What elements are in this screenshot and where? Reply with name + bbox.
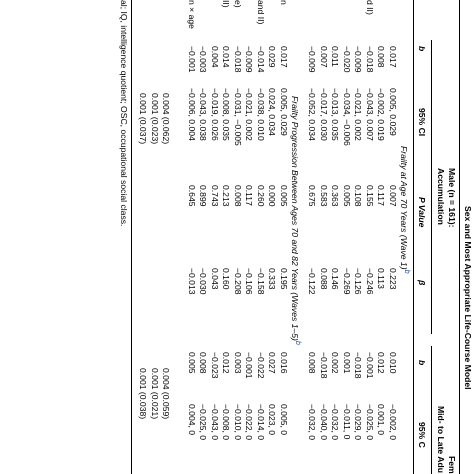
column-header-male-p: P Value <box>417 197 427 228</box>
female-ci-value: −0.008, 0 <box>221 404 232 441</box>
female-ci-value: −0.002, 0 <box>388 404 398 441</box>
male-beta-value: −0.246 <box>365 268 375 295</box>
female-ci-value: −0.011, 0 <box>342 404 352 440</box>
male-beta-value: 0.146 <box>330 268 341 290</box>
female-ci-value: −0.029, 0 <box>353 404 364 441</box>
column-header-rule <box>413 0 414 474</box>
male-b-value: −0.014 <box>256 46 266 73</box>
female-b-value: 0.008 <box>307 352 318 374</box>
female-b-value: −0.018 <box>353 352 364 379</box>
row-label: n <box>279 0 289 5</box>
male-beta-value: −0.013 <box>187 268 197 295</box>
male-p-value: 0.213 <box>221 185 232 207</box>
section-heading <box>400 146 410 274</box>
male-b-value: −0.018 <box>365 46 375 73</box>
male-ci-value: −0.008, 0.035 <box>221 88 232 141</box>
row-label: e) <box>233 0 243 8</box>
male-b-value: −0.009 <box>244 46 255 73</box>
female-ci-value: −0.032, 0 <box>330 404 341 441</box>
female-ci-value: −0.040, 0 <box>319 404 329 441</box>
male-p-value: 0.007 <box>388 185 398 207</box>
male-ci-value: −0.017, 0.030 <box>319 88 329 141</box>
male-p-value: 0.899 <box>198 185 209 207</box>
male-ci-value: −0.038, 0.010 <box>256 88 266 141</box>
column-header-male-b: b <box>417 46 427 52</box>
male-ci-value: −0.013, 0.035 <box>330 88 341 141</box>
column-header-male-beta: β <box>417 280 427 286</box>
male-beta-value: −0.106 <box>244 268 255 295</box>
row-label: n × age <box>187 0 197 29</box>
male-b-value: 0.011 <box>330 46 341 67</box>
female-b-value: 0.001 <box>342 352 352 374</box>
female-ci-value: −0.025, 0 <box>198 404 209 441</box>
male-group-label: Male (n = 161): <box>447 168 457 228</box>
female-ci-value: −0.025, 0 <box>365 404 375 441</box>
female-b-value: 0.012 <box>221 352 232 374</box>
female-variance-value: 0.001 (0.021) <box>150 368 160 420</box>
male-beta-value: 0.088 <box>319 268 329 290</box>
row-label: d II) <box>365 0 375 15</box>
female-group-model: Mid- to Late Adu <box>436 406 446 473</box>
male-beta-value: −0.208 <box>233 268 243 295</box>
male-beta-value: −0.030 <box>198 268 209 295</box>
male-p-value: 0.675 <box>307 185 318 207</box>
female-group-label: Fem <box>447 456 457 474</box>
female-b-value: −0.018 <box>319 352 329 379</box>
male-ci-value: 0.024, 0.034 <box>267 88 278 136</box>
female-b-value: 0.003 <box>233 352 243 374</box>
column-header-female-ci: 95% C <box>417 422 427 448</box>
male-b-value: 0.017 <box>279 46 289 68</box>
male-ci-value: −0.043, 0.007 <box>365 88 375 141</box>
male-p-value: 0.005 <box>342 185 352 207</box>
male-b-value: 0.004 <box>210 46 220 68</box>
male-ci-value: −0.043, 0.038 <box>198 88 209 141</box>
row-label: II) <box>221 0 232 8</box>
male-beta-value: 0.043 <box>210 268 220 290</box>
male-b-value: 0.007 <box>319 46 329 68</box>
male-p-value: 0.117 <box>244 185 255 206</box>
male-ci-value: −0.006, 0.004 <box>187 88 197 141</box>
male-ci-value: −0.002, 0.019 <box>376 88 387 141</box>
female-ci-value: −0.014, 0 <box>256 404 266 441</box>
male-b-value: −0.009 <box>307 46 318 73</box>
male-p-value: 0.583 <box>319 185 329 207</box>
female-ci-value: 0.001, 0 <box>376 404 387 436</box>
male-ci-value: −0.031, −0.005 <box>233 88 243 146</box>
footnote-marker: b <box>294 340 302 345</box>
female-ci-value: −0.043, 0 <box>210 404 220 441</box>
female-variance-value: 0.004 (0.059) <box>161 368 172 420</box>
male-b-value: −0.001 <box>187 46 197 73</box>
female-b-value: 0.012 <box>376 352 387 374</box>
male-p-value: 0.155 <box>365 185 375 207</box>
footnote-marker: b <box>403 269 411 274</box>
female-ci-value: −0.032, 0 <box>307 404 318 441</box>
female-ci-value: −0.022, 0 <box>244 404 255 441</box>
male-p-value: 0.108 <box>353 185 364 207</box>
male-beta-value: −0.126 <box>353 268 364 295</box>
male-beta-value: −0.269 <box>342 268 352 295</box>
male-ci-value: −0.021, 0.002 <box>353 88 364 141</box>
male-variance-value: 0.001 (0.023) <box>150 93 160 145</box>
male-group-model: Accumulation <box>436 168 446 225</box>
female-b-value: −0.022 <box>256 352 266 379</box>
column-header-male-ci: 95% CI <box>417 108 427 137</box>
female-b-value: −0.001 <box>365 352 375 379</box>
male-b-value: −0.003 <box>198 46 209 73</box>
title-rule <box>459 0 460 474</box>
section-heading-text: Frailty at Age 70 Years (Wave 1) <box>399 146 410 270</box>
female-b-value: 0.002 <box>330 352 341 374</box>
male-p-value: 0.000 <box>267 185 278 207</box>
table-bottom-rule <box>131 0 132 474</box>
table-footnote: al; IQ, intelligence quotient; OSC, occupational social class. <box>119 0 129 227</box>
male-group-rule <box>431 40 432 334</box>
male-b-value: 0.014 <box>221 46 232 68</box>
male-beta-value: 0.333 <box>267 268 278 290</box>
column-header-female-b: b <box>417 360 427 366</box>
female-b-value: −0.001 <box>244 352 255 379</box>
male-variance-value: 0.001 (0.037) <box>138 93 149 145</box>
female-b-value: −0.023 <box>210 352 220 379</box>
male-ci-value: −0.052, 0.034 <box>307 88 318 141</box>
female-b-value: 0.027 <box>267 352 278 374</box>
section-heading-text: Frailty Progression Between Ages 70 and 82 Years (Waves 1–5) <box>290 96 301 341</box>
male-p-value: 0.260 <box>256 185 266 207</box>
female-ci-value: −0.010, 0 <box>233 404 243 441</box>
female-b-value: 0.005 <box>187 352 197 374</box>
male-p-value: 0.008 <box>233 185 243 207</box>
male-beta-value: 0.195 <box>279 268 289 290</box>
male-ci-value: −0.034, −0.006 <box>342 88 352 146</box>
male-p-value: 0.645 <box>187 185 197 207</box>
female-b-value: 0.010 <box>388 352 398 374</box>
table-title: Sex and Most Appropriate Life-Course Model <box>463 206 473 390</box>
male-p-value: 0.005 <box>279 185 289 207</box>
male-beta-value: 0.113 <box>376 268 387 289</box>
female-ci-value: 0.004, 0 <box>187 404 197 436</box>
male-beta-value: −0.158 <box>256 268 266 295</box>
female-variance-value: 0.001 (0.038) <box>138 368 149 420</box>
male-beta-value: −0.122 <box>307 268 318 295</box>
female-group-rule <box>431 346 432 474</box>
female-ci-value: 0.005, 0 <box>279 404 289 436</box>
section-heading <box>291 96 301 345</box>
female-ci-value: 0.023, 0 <box>267 404 278 436</box>
male-variance-value: 0.004 (0.062) <box>161 93 172 145</box>
male-p-value: 0.117 <box>376 185 387 206</box>
male-b-value: −0.009 <box>353 46 364 73</box>
male-beta-value: 0.223 <box>388 268 398 290</box>
male-p-value: 0.363 <box>330 185 341 207</box>
male-b-value: 0.017 <box>388 46 398 68</box>
male-ci-value: 0.005, 0.029 <box>279 88 289 136</box>
female-b-value: 0.016 <box>279 352 289 374</box>
female-b-value: 0.008 <box>198 352 209 374</box>
male-ci-value: −0.019, 0.026 <box>210 88 220 141</box>
male-beta-value: 0.160 <box>221 268 232 290</box>
male-b-value: 0.029 <box>267 46 278 68</box>
male-b-value: −0.020 <box>342 46 352 73</box>
male-p-value: 0.743 <box>210 185 220 207</box>
male-b-value: 0.008 <box>376 46 387 68</box>
male-ci-value: −0.021, 0.002 <box>244 88 255 141</box>
row-label: and II) <box>256 0 266 25</box>
male-ci-value: 0.005, 0.029 <box>388 88 398 136</box>
male-b-value: −0.018 <box>233 46 243 73</box>
